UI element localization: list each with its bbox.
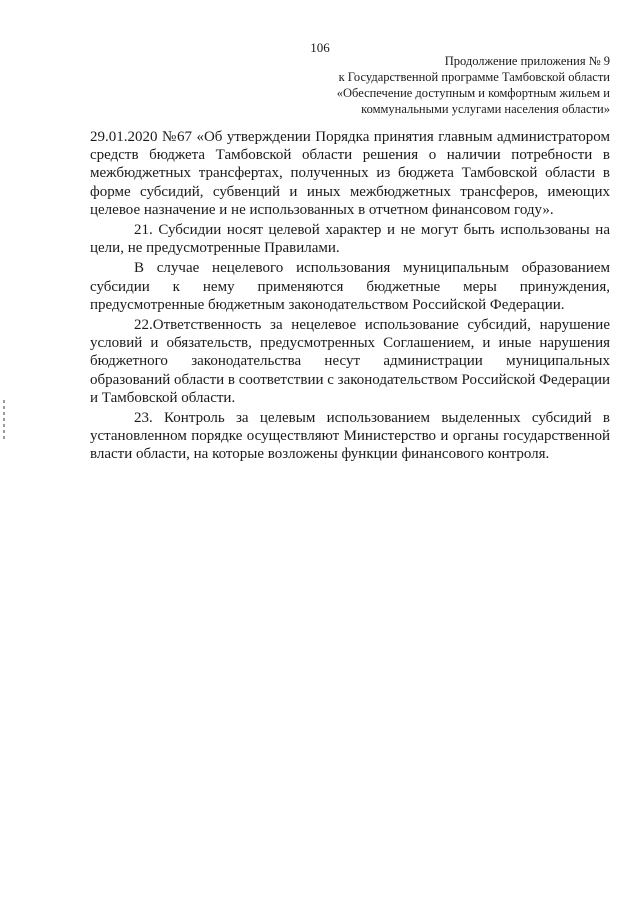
scan-margin-mark <box>3 400 5 442</box>
paragraph-decree-reference: 29.01.2020 №67 «Об утверждении Порядка принятия главным администратором средств бюджета Тамбовской области решения о наличии потребности в межбюджетных трансфертах, полученных из бюджета Тамбовской области в форме субсидий, субвенций и иных межбюджетных трансферов, имеющих целевое назначение и не использованных в отчетном финансовом году». <box>90 129 610 218</box>
document-body <box>90 128 610 464</box>
appendix-header-line: Продолжение приложения № 9 <box>444 54 610 68</box>
paragraph-misuse-measures: В случае нецелевого использования муниципальным образованием субсидии к нему применяются бюджетные меры принуждения, предусмотренные бюджетным законодательством Российской Федерации. <box>90 260 610 313</box>
appendix-header-line: коммунальными услугами населения области» <box>361 102 610 116</box>
paragraph-clause-23: 23. Контроль за целевым использованием выделенных субсидий в установленном порядке осуществляют Министерство и органы государственной власти области, на которые возложены функции финансового контроля. <box>90 410 610 463</box>
appendix-header-line: «Обеспечение доступным и комфортным жильем и <box>336 86 610 100</box>
appendix-header <box>290 53 610 117</box>
appendix-header-line: к Государственной программе Тамбовской области <box>338 70 610 84</box>
paragraph-clause-22: 22.Ответственность за нецелевое использование субсидий, нарушение условий и обязательств, предусмотренных Соглашением, и иные нарушения бюджетного законодательства несут администрации муниципальных образований области в соответствии с законодательством Российской Федерации и Тамбовской области. <box>90 317 610 406</box>
page-number: 106 <box>310 40 330 55</box>
paragraph-clause-21: 21. Субсидии носят целевой характер и не могут быть использованы на цели, не предусмотренные Правилами. <box>90 222 610 257</box>
